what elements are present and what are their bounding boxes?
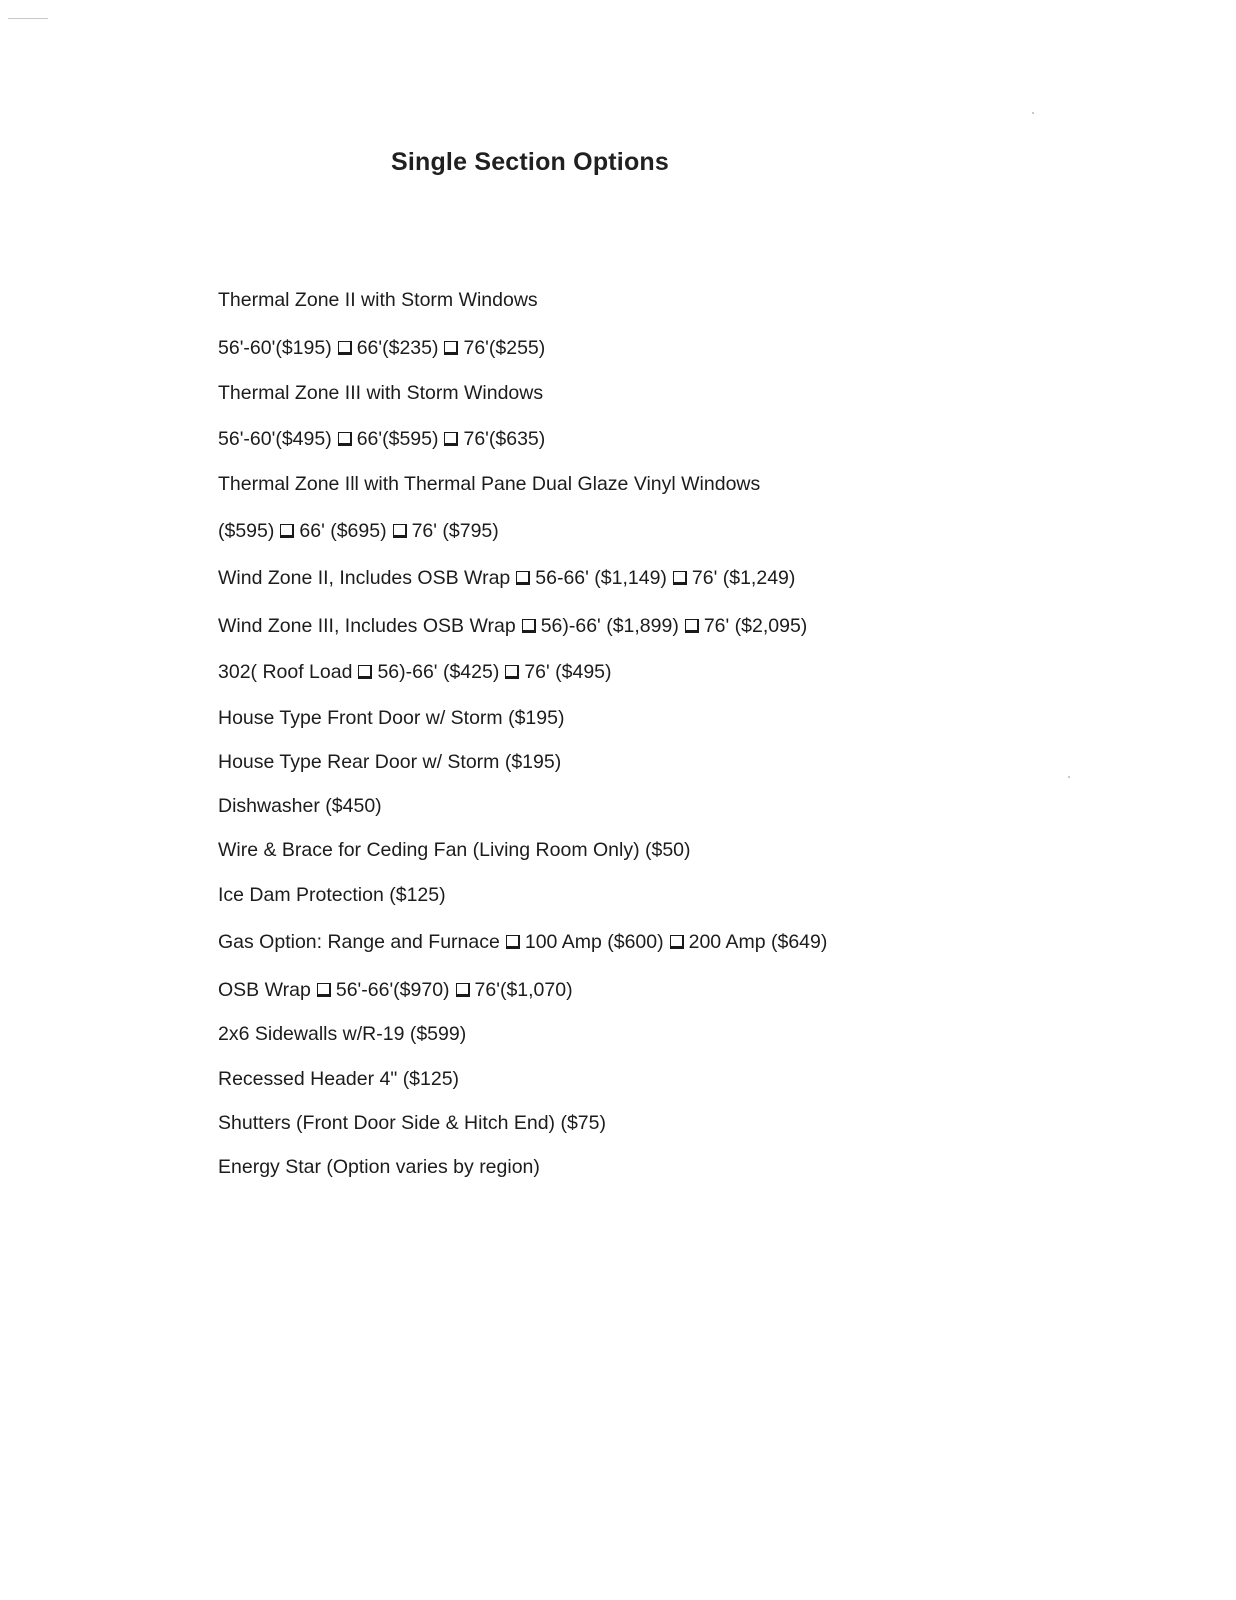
option-line [218, 837, 691, 863]
option-text: 76' ($2,095) [703, 615, 808, 637]
option-text: 56'-66'($970) [335, 979, 450, 1001]
option-line [218, 426, 545, 452]
option-text: House Type Rear Door w/ Storm ($195) [218, 751, 562, 773]
checkbox[interactable] [444, 341, 458, 355]
checkbox[interactable] [338, 341, 352, 355]
option-line [218, 1154, 540, 1180]
checkbox[interactable] [522, 619, 536, 633]
checkbox[interactable] [280, 524, 294, 538]
option-line [218, 882, 446, 908]
option-text: 76'($635) [463, 428, 546, 450]
scan-mark [1068, 776, 1070, 778]
checkbox[interactable] [317, 983, 331, 997]
option-text: 56'-60'($195) [218, 337, 332, 359]
option-text: 100 Amp ($600) [524, 931, 664, 953]
checkbox[interactable] [505, 665, 519, 679]
option-text: 56)-66' ($425) [377, 661, 500, 683]
page-title: Single Section Options [390, 148, 670, 176]
checkbox[interactable] [506, 935, 520, 949]
option-line [218, 749, 561, 775]
option-text: Wind Zone III, Includes OSB Wrap [218, 615, 516, 637]
option-text: 56'-60'($495) [218, 428, 332, 450]
checkbox[interactable] [516, 571, 530, 585]
option-text: Energy Star (Option varies by region) [218, 1156, 540, 1178]
option-line [218, 793, 382, 819]
option-text: 76'($255) [463, 337, 546, 359]
checkbox[interactable] [456, 983, 470, 997]
option-line [218, 929, 827, 955]
option-text: 302( Roof Load [218, 661, 353, 683]
checkbox[interactable] [670, 935, 684, 949]
option-text: Gas Option: Range and Furnace [218, 931, 500, 953]
option-text: 76' ($1,249) [691, 567, 796, 589]
option-text: 200 Amp ($649) [688, 931, 828, 953]
option-text: Wire & Brace for Ceding Fan (Living Room Only) ($50) [218, 839, 691, 861]
checkbox[interactable] [685, 619, 699, 633]
option-text: 56-66' ($1,149) [535, 567, 667, 589]
option-line [218, 380, 543, 406]
option-text: Shutters (Front Door Side & Hitch End) ($75) [218, 1112, 606, 1134]
option-line [218, 471, 760, 497]
option-line [218, 518, 499, 544]
option-text: 76' ($495) [524, 661, 612, 683]
option-text: Dishwasher ($450) [218, 795, 382, 817]
option-text: Thermal Zone Ill with Thermal Pane Dual Glaze Vinyl Windows [218, 473, 761, 495]
option-text: Recessed Header 4" ($125) [218, 1068, 460, 1090]
option-line [218, 1021, 466, 1047]
option-text: 66'($235) [356, 337, 439, 359]
option-text: Wind Zone II, Includes OSB Wrap [218, 567, 511, 589]
option-line [218, 335, 545, 361]
option-text: Thermal Zone II with Storm Windows [218, 289, 538, 311]
checkbox[interactable] [393, 524, 407, 538]
checkbox[interactable] [673, 571, 687, 585]
option-text: 66'($595) [356, 428, 439, 450]
option-line [218, 1110, 606, 1136]
checkbox[interactable] [444, 432, 458, 446]
option-text: ($595) [218, 520, 275, 542]
scan-mark [1032, 112, 1034, 114]
option-text: 56)-66' ($1,899) [540, 615, 679, 637]
option-line [218, 287, 538, 313]
scan-mark [8, 18, 48, 19]
option-text: House Type Front Door w/ Storm ($195) [218, 707, 565, 729]
checkbox[interactable] [358, 665, 372, 679]
option-text: 66' ($695) [299, 520, 387, 542]
option-text: Thermal Zone III with Storm Windows [218, 382, 544, 404]
option-text: Ice Dam Protection ($125) [218, 884, 446, 906]
option-line [218, 613, 807, 639]
option-line [218, 565, 795, 591]
option-text: 76' ($795) [411, 520, 499, 542]
option-line [218, 977, 573, 1003]
option-text: OSB Wrap [218, 979, 311, 1001]
option-text: 2x6 Sidewalls w/R-19 ($599) [218, 1023, 467, 1045]
option-line [218, 705, 564, 731]
option-line [218, 1066, 459, 1092]
option-line [218, 659, 612, 685]
option-text: 76'($1,070) [474, 979, 573, 1001]
checkbox[interactable] [338, 432, 352, 446]
